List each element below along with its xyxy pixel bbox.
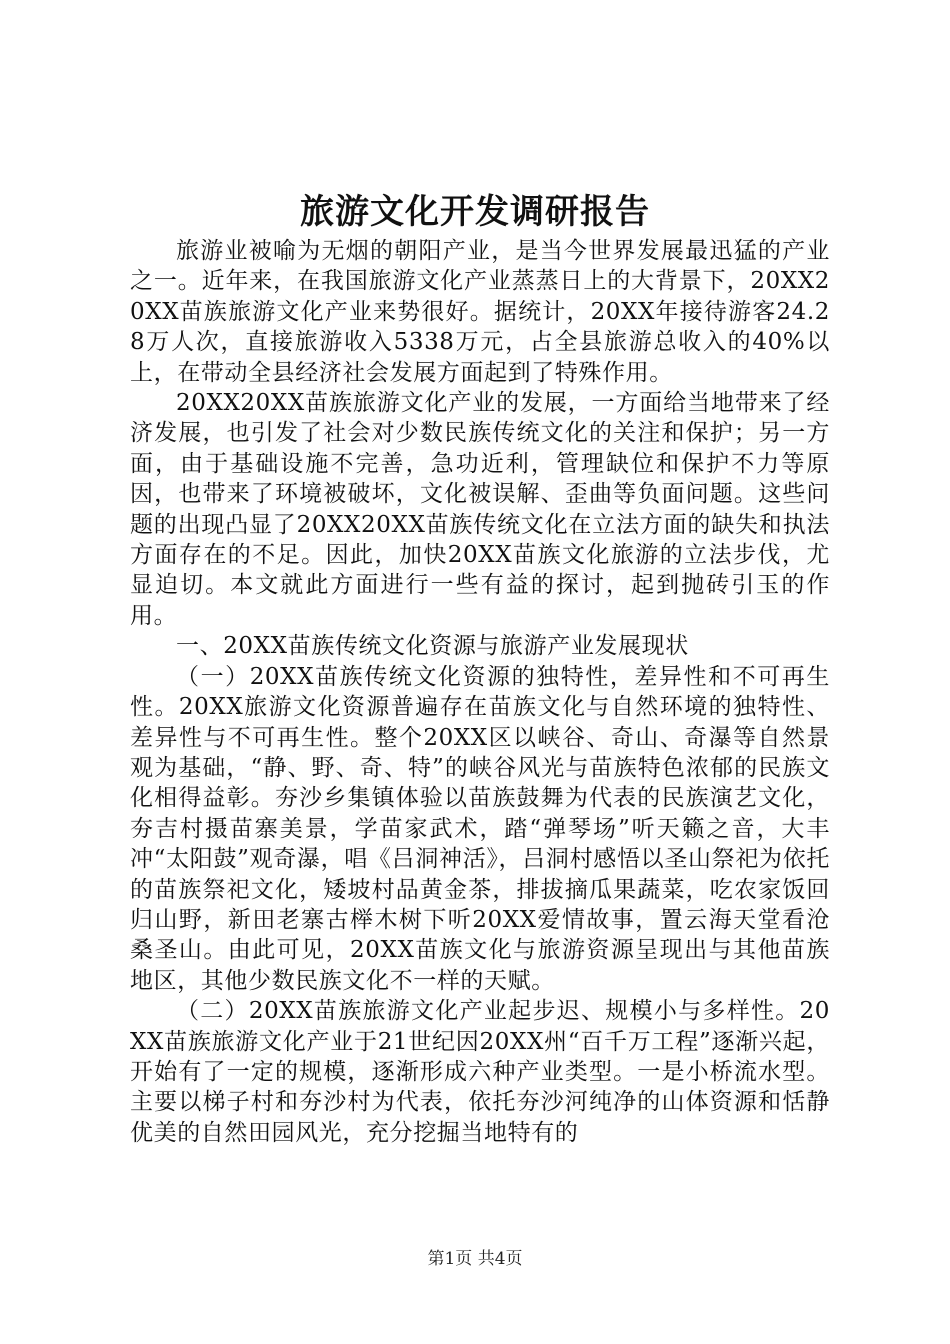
paragraph-subsection-2: （二）20XX苗族旅游文化产业起步迟、规模小与多样性。20XX苗族旅游文化产业于21世纪因20XX州“百千万工程”逐渐兴起，开始有了一定的规模，逐渐形成六种产业类型。一是小桥流水型。主要以梯子村和夯沙村为代表，依托夯沙河纯净的山体资源和恬静优美的自然田园风光，充分挖掘当地特有的 — [130, 998, 830, 1146]
paragraph-subsection-1: （一）20XX苗族传统文化资源的独特性，差异性和不可再生性。20XX旅游文化资源普遍存在苗族文化与自然环境的独特性、差异性与不可再生性。整个20XX区以峡谷、奇山、奇瀑等自然景观为基础，“静、野、奇、特”的峡谷风光与苗族特色浓郁的民族文化相得益彰。夯沙乡集镇体验以苗族鼓舞为代表的民族演艺文化，夯吉村摄苗寨美景，学苗家武术，踏“弹琴场”听天籁之音，大丰冲“太阳鼓”观奇瀑，唱《吕洞神活》，吕洞村感悟以圣山祭祀为依托的苗族祭祀文化，矮坡村品黄金茶，排拔摘瓜果蔬菜，吃农家饭回归山野，新田老寨古榉木树下听20XX爱情故事，置云海天堂看沧桑圣山。由此可见，20XX苗族文化与旅游资源呈现出与其他苗族地区，其他少数民族文化不一样的天赋。 — [130, 663, 830, 994]
page-footer: 第1页 共4页 — [427, 1249, 523, 1269]
paragraph-development: 20XX20XX苗族旅游文化产业的发展，一方面给当地带来了经济发展，也引发了社会对少数民族传统文化的关注和保护；另一方面，由于基础设施不完善，急功近利，管理缺位和保护不力等原因，也带来了环境被破坏，文化被误解、歪曲等负面问题。这些问题的出现凸显了20XX20XX苗族传统文化在立法方面的缺失和执法方面存在的不足。因此，加快20XX苗族文化旅游的立法步伐，尤显迫切。本文就此方面进行一些有益的探讨，起到抛砖引玉的作用。 — [130, 390, 830, 629]
paragraph-intro: 旅游业被喻为无烟的朝阳产业，是当今世界发展最迅猛的产业之一。近年来，在我国旅游文化产业蒸蒸日上的大背景下，20XX20XX苗族旅游文化产业来势很好。据统计，20XX年接待游客24.28万人次，直接旅游收入5338万元，占全县旅游总收入的40%以上，在带动全县经济社会发展方面起到了特殊作用。 — [130, 238, 830, 386]
section-heading-1: 一、20XX苗族传统文化资源与旅游产业发展现状 — [176, 633, 689, 660]
document-body — [130, 236, 830, 1148]
document-title: 旅游文化开发调研报告 — [300, 192, 650, 232]
